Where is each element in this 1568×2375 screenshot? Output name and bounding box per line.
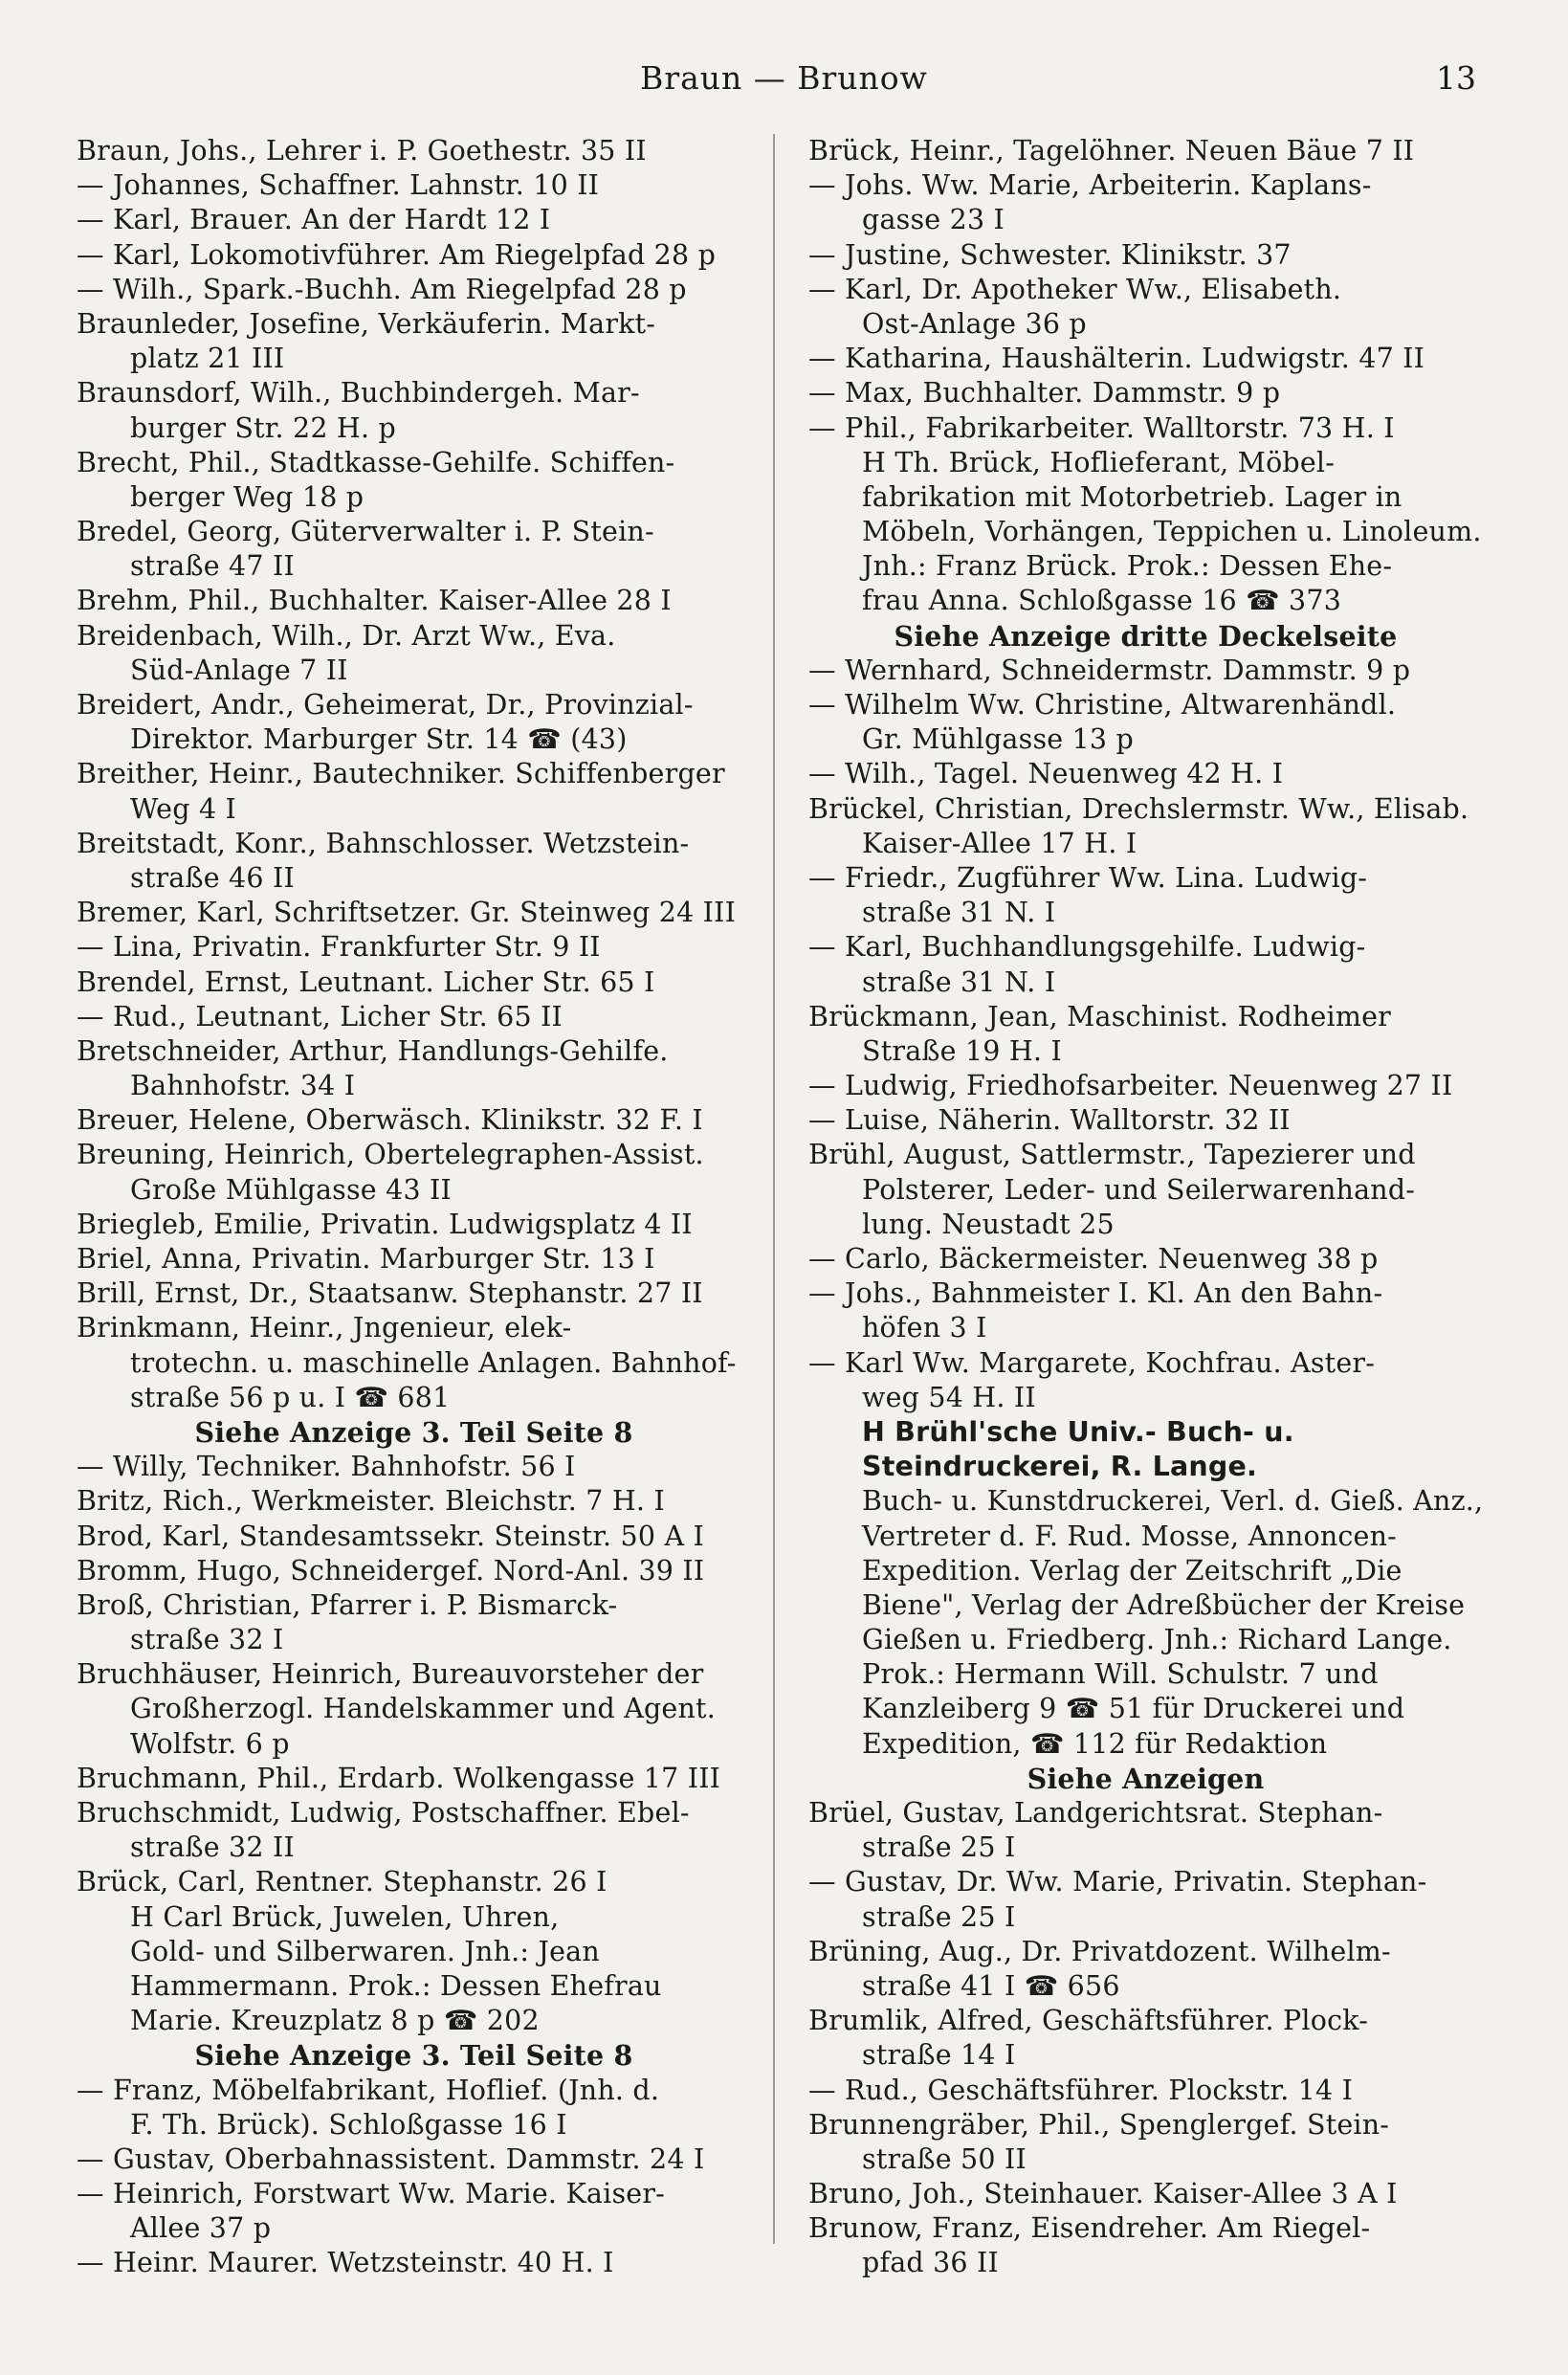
directory-line: Wolfstr. 6 p bbox=[130, 1727, 290, 1760]
directory-line: straße 32 II bbox=[130, 1831, 295, 1864]
directory-line: straße 31 N. I bbox=[862, 897, 1056, 929]
directory-line: — Friedr., Zugführer Ww. Lina. Ludwig- bbox=[808, 861, 1368, 894]
directory-line: — Karl, Dr. Apotheker Ww., Elisabeth. bbox=[808, 273, 1342, 305]
directory-line: Brill, Ernst, Dr., Staatsanw. Stephanstr. 27 II bbox=[77, 1277, 703, 1310]
directory-line: straße 25 I bbox=[862, 1831, 1016, 1864]
directory-line: — Phil., Fabrikarbeiter. Walltorstr. 73 H. I bbox=[808, 411, 1395, 444]
directory-line: Brumlik, Alfred, Geschäftsführer. Plock- bbox=[808, 2005, 1369, 2037]
directory-line: straße 31 N. I bbox=[862, 966, 1056, 998]
directory-line: frau Anna. Schloßgasse 16 ☎ 373 bbox=[862, 585, 1342, 617]
directory-line: — Karl, Brauer. An der Hardt 12 I bbox=[77, 204, 551, 236]
directory-line: Brod, Karl, Standesamtssekr. Steinstr. 50 A I bbox=[77, 1520, 704, 1552]
directory-line: Breidert, Andr., Geheimerat, Dr., Provinzial- bbox=[77, 689, 694, 721]
directory-line: Gießen u. Friedberg. Jnh.: Richard Lange. bbox=[862, 1624, 1452, 1656]
directory-line: Breidenbach, Wilh., Dr. Arzt Ww., Eva. bbox=[77, 619, 616, 652]
directory-line: Siehe Anzeige 3. Teil Seite 8 bbox=[194, 1415, 633, 1449]
directory-line: Gold- und Silberwaren. Jnh.: Jean bbox=[130, 1935, 600, 1967]
directory-line: Brückel, Christian, Drechslermstr. Ww., Elisab. bbox=[808, 792, 1469, 825]
directory-line: Bruchmann, Phil., Erdarb. Wolkengasse 17 III bbox=[77, 1762, 721, 1794]
directory-line: — Heinrich, Forstwart Ww. Marie. Kaiser- bbox=[77, 2178, 665, 2210]
directory-line: lung. Neustadt 25 bbox=[862, 1208, 1115, 1240]
directory-line: Brühl, August, Sattlermstr., Tapezierer und bbox=[808, 1139, 1416, 1171]
directory-line: Polsterer, Leder- und Seilerwarenhand- bbox=[862, 1173, 1416, 1206]
directory-line: Großherzogl. Handelskammer und Agent. bbox=[130, 1693, 716, 1725]
directory-line: straße 14 I bbox=[862, 2039, 1016, 2072]
directory-line: Kanzleiberg 9 ☎ 51 für Druckerei und bbox=[862, 1693, 1405, 1725]
directory-line: Brunow, Franz, Eisendreher. Am Riegel- bbox=[808, 2212, 1371, 2245]
page-header bbox=[0, 59, 1568, 107]
directory-line: Buch- u. Kunstdruckerei, Verl. d. Gieß. Anz., bbox=[862, 1485, 1483, 1518]
directory-line: Gr. Mühlgasse 13 p bbox=[862, 723, 1134, 756]
directory-line: Brunnengräber, Phil., Spenglergef. Stein- bbox=[808, 2108, 1390, 2141]
directory-line: Brückmann, Jean, Maschinist. Rodheimer bbox=[808, 1000, 1391, 1032]
directory-line: Marie. Kreuzplatz 8 p ☎ 202 bbox=[130, 2005, 540, 2037]
directory-line: — Rud., Geschäftsführer. Plockstr. 14 I bbox=[808, 2074, 1354, 2106]
directory-line: — Wilhelm Ww. Christine, Altwarenhändl. bbox=[808, 689, 1397, 721]
directory-line: — Johs., Bahnmeister I. Kl. An den Bahn- bbox=[808, 1277, 1383, 1310]
directory-line: straße 56 p u. I ☎ 681 bbox=[130, 1381, 451, 1413]
directory-line: Siehe Anzeigen bbox=[1027, 1762, 1265, 1795]
directory-line: Brecht, Phil., Stadtkasse-Gehilfe. Schiffen- bbox=[77, 446, 675, 478]
directory-line: H Th. Brück, Hoflieferant, Möbel- bbox=[862, 446, 1336, 478]
directory-line: Braunsdorf, Wilh., Buchbindergeh. Mar- bbox=[77, 377, 640, 410]
directory-line: Bretschneider, Arthur, Handlungs-Gehilfe. bbox=[77, 1034, 669, 1067]
directory-line: Expedition, ☎ 112 für Redaktion bbox=[862, 1727, 1328, 1760]
directory-line: Brüning, Aug., Dr. Privatdozent. Wilhelm- bbox=[808, 1935, 1391, 1967]
directory-line: — Carlo, Bäckermeister. Neuenweg 38 p bbox=[808, 1243, 1379, 1275]
page-number: 13 bbox=[1436, 59, 1476, 97]
directory-line: trotechn. u. maschinelle Anlagen. Bahnhof- bbox=[130, 1346, 737, 1379]
directory-line: Hammermann. Prok.: Dessen Ehefrau bbox=[130, 1969, 662, 2002]
directory-line: — Justine, Schwester. Klinikstr. 37 bbox=[808, 238, 1292, 271]
directory-line: Briegleb, Emilie, Privatin. Ludwigsplatz 4 II bbox=[77, 1208, 693, 1240]
directory-line: — Lina, Privatin. Frankfurter Str. 9 II bbox=[77, 931, 601, 964]
directory-line: Bremer, Karl, Schriftsetzer. Gr. Steinweg 24 III bbox=[77, 897, 737, 929]
directory-line: Jnh.: Franz Brück. Prok.: Dessen Ehe- bbox=[862, 550, 1393, 583]
directory-line: Siehe Anzeige 3. Teil Seite 8 bbox=[194, 2039, 633, 2073]
directory-line: Bruno, Joh., Steinhauer. Kaiser-Allee 3 A I bbox=[808, 2178, 1398, 2210]
left-column bbox=[77, 134, 751, 2281]
directory-line: Straße 19 H. I bbox=[862, 1034, 1062, 1067]
directory-line: Steindruckerei, R. Lange. bbox=[862, 1451, 1258, 1483]
directory-line: Bruchschmidt, Ludwig, Postschaffner. Ebel- bbox=[77, 1797, 690, 1829]
directory-line: — Max, Buchhalter. Dammstr. 9 p bbox=[808, 377, 1281, 410]
directory-line: Expedition. Verlag der Zeitschrift „Die bbox=[862, 1554, 1402, 1587]
directory-line: Briel, Anna, Privatin. Marburger Str. 13 I bbox=[77, 1243, 655, 1275]
directory-line: straße 47 II bbox=[130, 550, 295, 583]
directory-line: Bahnhofstr. 34 I bbox=[130, 1070, 356, 1102]
directory-line: straße 41 I ☎ 656 bbox=[862, 1969, 1120, 2002]
directory-line: — Johannes, Schaffner. Lahnstr. 10 II bbox=[77, 169, 600, 202]
directory-line: — Gustav, Oberbahnassistent. Dammstr. 24 I bbox=[77, 2142, 705, 2175]
right-column bbox=[808, 134, 1483, 2281]
directory-line: Vertreter d. F. Rud. Mosse, Annoncen- bbox=[862, 1520, 1397, 1552]
directory-line: — Gustav, Dr. Ww. Marie, Privatin. Stephan- bbox=[808, 1866, 1427, 1898]
directory-line: Siehe Anzeige dritte Deckelseite bbox=[894, 619, 1398, 653]
directory-line: — Ludwig, Friedhofsarbeiter. Neuenweg 27 II bbox=[808, 1070, 1453, 1102]
directory-line: Prok.: Hermann Will. Schulstr. 7 und bbox=[862, 1658, 1379, 1691]
directory-line: Kaiser-Allee 17 H. I bbox=[862, 827, 1137, 859]
directory-line: — Johs. Ww. Marie, Arbeiterin. Kaplans- bbox=[808, 169, 1372, 202]
directory-line: — Karl, Buchhandlungsgehilfe. Ludwig- bbox=[808, 931, 1366, 964]
directory-line: — Heinr. Maurer. Wetzsteinstr. 40 H. I bbox=[77, 2247, 614, 2279]
directory-line: Brück, Carl, Rentner. Stephanstr. 26 I bbox=[77, 1866, 607, 1898]
directory-line: Biene", Verlag der Adreßbücher der Kreise bbox=[862, 1588, 1466, 1621]
directory-line: Britz, Rich., Werkmeister. Bleichstr. 7 H. I bbox=[77, 1485, 665, 1518]
directory-line: — Rud., Leutnant, Licher Str. 65 II bbox=[77, 1000, 563, 1032]
directory-line: — Karl Ww. Margarete, Kochfrau. Aster- bbox=[808, 1346, 1376, 1379]
directory-line: Bredel, Georg, Güterverwalter i. P. Stein- bbox=[77, 516, 654, 548]
directory-line: Süd-Anlage 7 II bbox=[130, 654, 348, 686]
directory-line: Broß, Christian, Pfarrer i. P. Bismarck- bbox=[77, 1588, 618, 1621]
directory-line: Braunleder, Josefine, Verkäuferin. Markt- bbox=[77, 307, 656, 340]
directory-line: Braun, Johs., Lehrer i. P. Goethestr. 35 II bbox=[77, 135, 647, 166]
directory-line: — Wilh., Spark.-Buchh. Am Riegelpfad 28 p bbox=[77, 273, 687, 305]
directory-line: straße 32 I bbox=[130, 1624, 284, 1656]
directory-line: Bromm, Hugo, Schneidergef. Nord-Anl. 39 II bbox=[77, 1554, 705, 1587]
directory-line: — Wernhard, Schneidermstr. Dammstr. 9 p bbox=[808, 654, 1411, 686]
directory-line: — Franz, Möbelfabrikant, Hoflief. (Jnh. d. bbox=[77, 2074, 660, 2106]
directory-line: straße 25 I bbox=[862, 1900, 1016, 1933]
directory-line: Brehm, Phil., Buchhalter. Kaiser-Allee 28 I bbox=[77, 585, 672, 617]
directory-line: Brüel, Gustav, Landgerichtsrat. Stephan- bbox=[808, 1797, 1383, 1829]
directory-line: Brendel, Ernst, Leutnant. Licher Str. 65 I bbox=[77, 966, 655, 998]
directory-line: Bruchhäuser, Heinrich, Bureauvorsteher der bbox=[77, 1658, 704, 1691]
directory-line: — Luise, Näherin. Walltorstr. 32 II bbox=[808, 1104, 1291, 1137]
directory-line: Breitstadt, Konr., Bahnschlosser. Wetzstein- bbox=[77, 827, 690, 859]
directory-line: Allee 37 p bbox=[130, 2212, 272, 2245]
directory-line: Breither, Heinr., Bautechniker. Schiffenberger bbox=[77, 758, 725, 790]
directory-line: berger Weg 18 p bbox=[130, 480, 364, 513]
directory-line: — Wilh., Tagel. Neuenweg 42 H. I bbox=[808, 758, 1284, 790]
running-title: Braun — Brunow bbox=[640, 59, 928, 97]
directory-line: H Carl Brück, Juwelen, Uhren, bbox=[130, 1900, 560, 1933]
directory-line: straße 46 II bbox=[130, 861, 295, 894]
directory-line: Direktor. Marburger Str. 14 ☎ (43) bbox=[130, 723, 628, 756]
directory-line: — Willy, Techniker. Bahnhofstr. 56 I bbox=[77, 1451, 576, 1483]
directory-line: gasse 23 I bbox=[862, 204, 1005, 236]
directory-line: Brinkmann, Heinr., Jngenieur, elek- bbox=[77, 1312, 572, 1344]
directory-line: straße 50 II bbox=[862, 2142, 1027, 2175]
directory-line: Breuning, Heinrich, Obertelegraphen-Assist. bbox=[77, 1139, 704, 1171]
directory-line: pfad 36 II bbox=[862, 2247, 999, 2279]
directory-line: weg 54 H. II bbox=[862, 1381, 1036, 1413]
directory-line: H Brühl'sche Univ.- Buch- u. bbox=[862, 1415, 1294, 1448]
directory-line: Möbeln, Vorhängen, Teppichen u. Linoleum. bbox=[862, 516, 1482, 548]
directory-line: Ost-Anlage 36 p bbox=[862, 307, 1087, 340]
directory-line: Brück, Heinr., Tagelöhner. Neuen Bäue 7 II bbox=[808, 135, 1415, 166]
directory-line: platz 21 III bbox=[130, 343, 285, 375]
directory-line: höfen 3 I bbox=[862, 1312, 987, 1344]
directory-line: fabrikation mit Motorbetrieb. Lager in bbox=[862, 480, 1402, 513]
directory-line: Weg 4 I bbox=[130, 792, 236, 825]
directory-line: Breuer, Helene, Oberwäsch. Klinikstr. 32 F. I bbox=[77, 1104, 703, 1137]
column-divider bbox=[773, 134, 775, 2244]
directory-line: — Katharina, Haushälterin. Ludwigstr. 47 II bbox=[808, 343, 1425, 375]
directory-line: Große Mühlgasse 43 II bbox=[130, 1173, 452, 1206]
directory-line: F. Th. Brück). Schloßgasse 16 I bbox=[130, 2108, 567, 2141]
directory-line: burger Str. 22 H. p bbox=[130, 411, 396, 444]
directory-line: — Karl, Lokomotivführer. Am Riegelpfad 28 p bbox=[77, 238, 717, 271]
